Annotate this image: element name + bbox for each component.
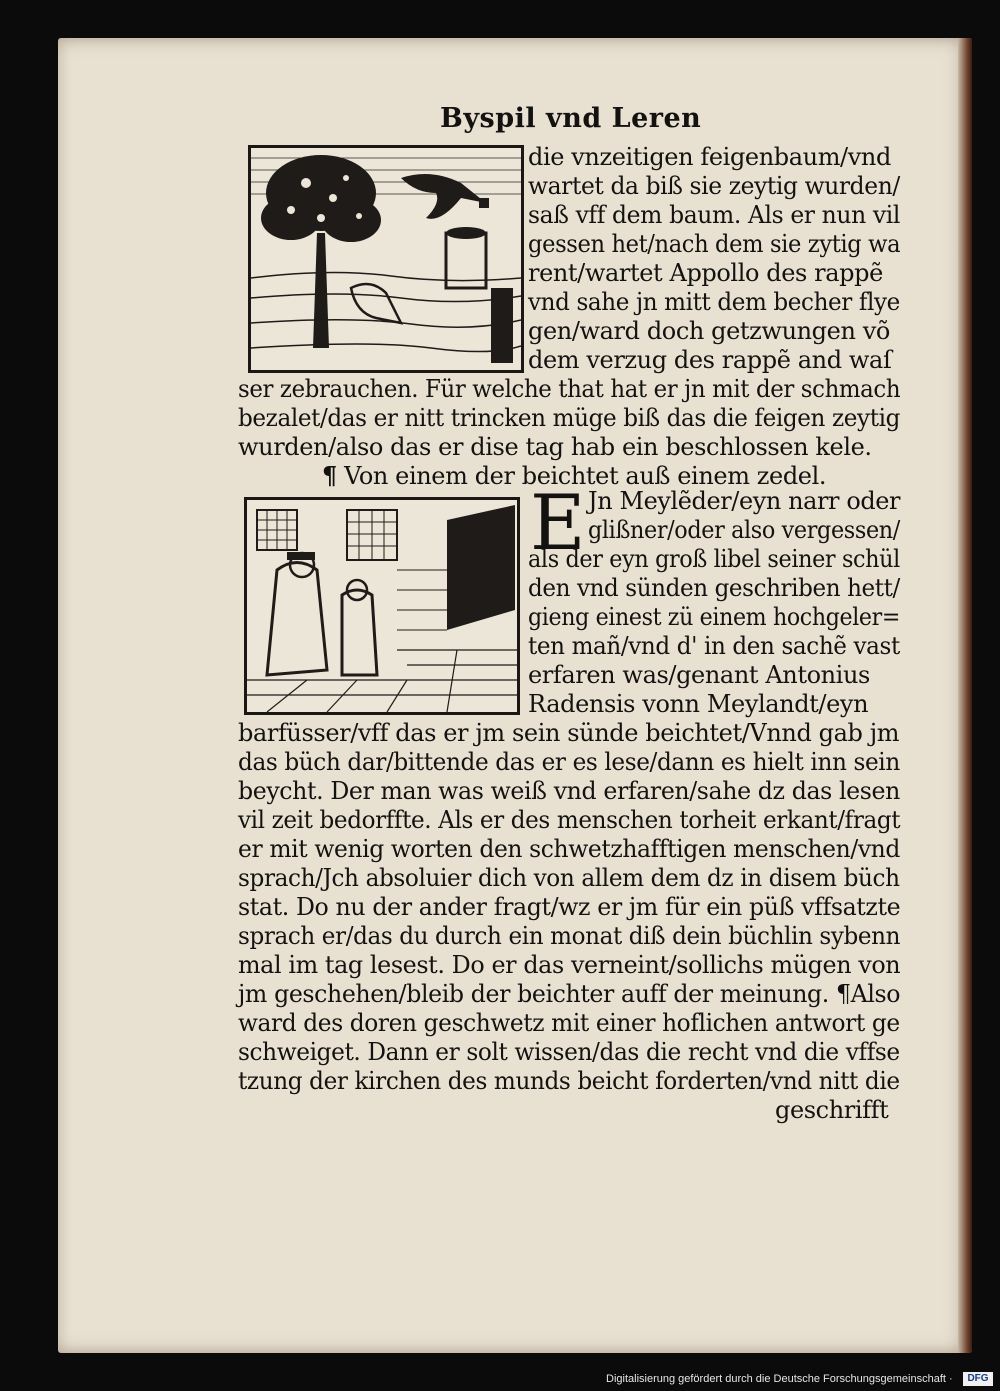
dfg-logo: DFG [963,1372,993,1386]
text-line: tzung der kirchen des munds beicht forderten/vnd nitt die [238,1067,900,1095]
text-line: sprach/Jch absoluier dich von allem dem dz in disem büch [238,864,900,892]
drop-cap: E [530,478,586,567]
text-line: gen/ward doch getzwungen võ [528,317,890,345]
page-spine [958,38,972,1353]
text-line: stat. Do nu der ander fragt/wz er jm für ein püß vffsatzte [238,893,901,921]
text-line: jm geschehen/bleib der beichter auff der meinung. ¶Also [238,980,901,1008]
text-line: ten mañ/vnd d' in den sachẽ vast [528,632,900,660]
woodcut-bird-illustration [248,145,524,373]
running-head: Byspil vnd Leren [440,103,702,134]
text-line: glißner/oder also vergessen/ [588,516,900,544]
text-line: beycht. Der man was weiß vnd erfaren/sahe dz das lesen [238,777,900,805]
text-line: die vnzeitigen feigenbaum/vnd [528,143,891,171]
text-line: Jn Meylẽder/eyn narr oder [588,487,901,515]
footer-credit: Digitalisierung gefördert durch die Deutsche Forschungsgemeinschaft · [606,1373,953,1385]
pilcrow-mark: ¶ [322,461,337,490]
text-line: vil zeit bedorffte. Als er des menschen torheit erkant/fragt [238,806,901,834]
text-line: rent/wartet Appollo des rappẽ [528,259,883,287]
text-line: gessen het/nach dem sie zytig wa [528,230,901,258]
woodcut-confession-svg [247,500,517,712]
woodcut-bird-svg [251,148,521,370]
section-heading-text: Von einem der beichtet auß einem zedel. [344,462,827,490]
woodcut-confession-illustration [244,497,520,715]
text-line: wartet da biß sie zeytig wurden/ [528,172,900,200]
text-line: ward des doren geschwetz mit einer hoflichen antwort ge [238,1009,900,1037]
text-line: er mit wenig worten den schwetzhafftigen menschen/vnd [238,835,900,863]
text-line: schweiget. Dann er solt wissen/das die recht vnd die vffse [238,1038,900,1066]
text-line: mal im tag lesest. Do er das verneint/sollichs mügen von [238,951,901,979]
text-line: dem verzug des rappẽ and waſ [528,346,892,374]
text-line: barfüsser/vff das er jm sein sünde beichtet/Vnnd gab jm [238,719,900,747]
text-line: ser zebrauchen. Für welche that hat er jn mit der schmach [238,375,901,403]
text-line: sprach er/das du durch ein monat diß dein büchlin sybenn [238,922,901,950]
catchword: geschrifft [775,1096,889,1124]
text-line: bezalet/das er nitt trincken müge biß das die feigen zeytig [238,404,900,432]
text-line: vnd sahe jn mitt dem becher flye [528,288,900,316]
text-line: saß vff dem baum. Als er nun vil [528,201,900,229]
text-line: Radensis vonn Meylandt/eyn [528,690,869,718]
text-line: das büch dar/bittende das er es lese/dann es hielt inn sein [238,748,900,776]
text-line: erfaren was/genant Antonius [528,661,870,689]
text-line: gieng einest zü einem hochgeler= [528,603,901,631]
text-line: als der eyn groß libel seiner schül [528,545,900,573]
text-line: den vnd sünden geschriben hett/ [528,574,900,602]
text-line: wurden/also das er dise tag hab ein beschlossen kele. [238,433,872,461]
